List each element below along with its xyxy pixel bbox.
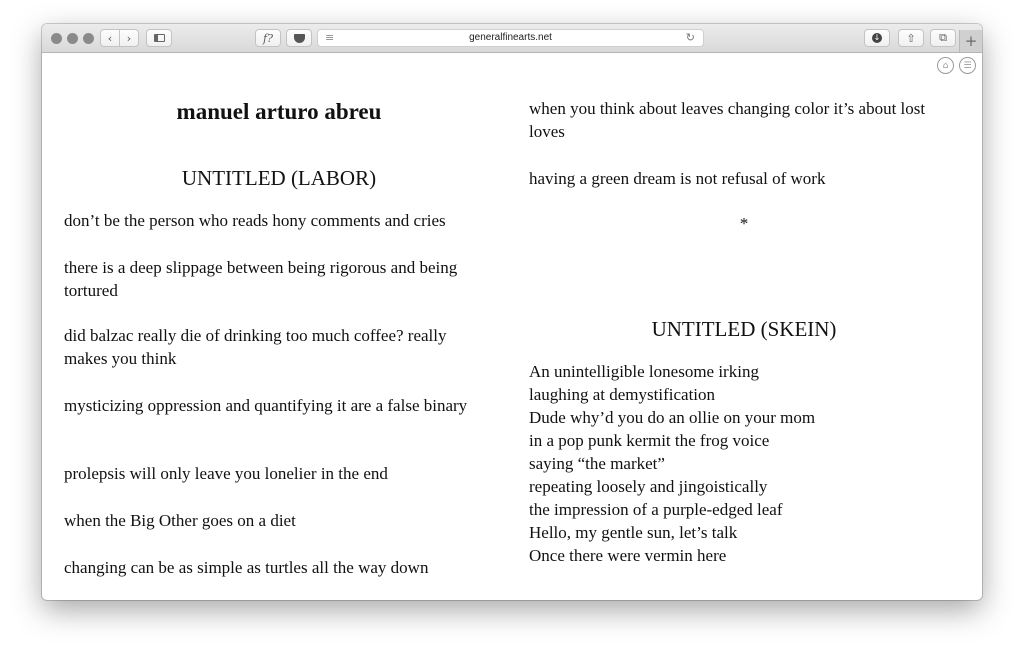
tabs-icon: ⧉ bbox=[939, 31, 947, 44]
plus-icon: + bbox=[964, 32, 978, 50]
menu-list-icon[interactable]: ☰ bbox=[959, 57, 976, 74]
poem-paragraph: having a green dream is not refusal of work bbox=[529, 169, 826, 188]
poem-paragraph: mysticizing oppression and quantifying it are a false binary bbox=[64, 396, 468, 415]
address-bar[interactable] bbox=[317, 29, 704, 47]
function-icon: f? bbox=[263, 31, 273, 45]
poem-title-skein: UNTITLED (SKEIN) bbox=[651, 317, 837, 341]
extension-function-button[interactable] bbox=[255, 29, 281, 47]
share-button[interactable] bbox=[898, 29, 924, 47]
address-url: generalfinearts.net bbox=[469, 32, 552, 43]
tabs-overview-button[interactable] bbox=[930, 29, 956, 47]
pocket-button[interactable] bbox=[286, 29, 312, 47]
reload-icon[interactable]: ↻ bbox=[685, 31, 695, 44]
poem-paragraph: there is a deep slippage between being rigorous and being tortured bbox=[64, 258, 458, 300]
downloads-button[interactable] bbox=[864, 29, 890, 47]
poem-line: laughing at demystification bbox=[529, 385, 716, 404]
poem-line: An unintelligible lonesome irking bbox=[529, 362, 759, 381]
sidebar-icon bbox=[154, 34, 165, 42]
chevron-right-icon: › bbox=[126, 31, 132, 45]
chevron-left-icon: ‹ bbox=[107, 31, 113, 45]
back-button[interactable] bbox=[100, 29, 120, 47]
pocket-icon bbox=[294, 34, 305, 43]
poem-line: Once there were vermin here bbox=[529, 546, 727, 565]
poem-paragraph: when you think about leaves changing color it’s about lost loves bbox=[529, 99, 926, 141]
close-window-button[interactable] bbox=[51, 33, 62, 44]
zoom-window-button[interactable] bbox=[83, 33, 94, 44]
author-name: manuel arturo abreu bbox=[176, 99, 382, 124]
browser-window bbox=[42, 24, 982, 600]
reader-view-icon[interactable]: ≡ bbox=[325, 31, 335, 44]
poem-line: the impression of a purple-edged leaf bbox=[529, 500, 783, 519]
share-icon: ⇧ bbox=[906, 31, 916, 45]
poem-line: in a pop punk kermit the frog voice bbox=[529, 431, 770, 450]
browser-toolbar bbox=[42, 24, 982, 53]
poem-title-labor: UNTITLED (LABOR) bbox=[181, 166, 377, 190]
forward-button[interactable] bbox=[119, 29, 139, 47]
poem-lines bbox=[529, 360, 959, 567]
section-separator: * bbox=[739, 214, 749, 233]
sidebar-button[interactable] bbox=[146, 29, 172, 47]
download-icon: ↓ bbox=[873, 33, 881, 42]
poem-line: Dude why’d you do an ollie on your mom bbox=[529, 408, 816, 427]
poem-paragraph: when the Big Other goes on a diet bbox=[64, 511, 296, 530]
home-icon[interactable]: ⌂ bbox=[937, 57, 954, 74]
poem-line: saying “the market” bbox=[529, 454, 665, 473]
poem-line: Hello, my gentle sun, let’s talk bbox=[529, 523, 738, 542]
poem-line: repeating loosely and jingoistically bbox=[529, 477, 768, 496]
poem-paragraph: changing can be as simple as turtles all the way down bbox=[64, 558, 429, 577]
new-tab-button[interactable] bbox=[959, 30, 982, 52]
poem-paragraph: did balzac really die of drinking too much coffee? really makes you think bbox=[64, 326, 447, 368]
poem-paragraph: don’t be the person who reads hony comments and cries bbox=[64, 211, 446, 230]
poem-paragraph: prolepsis will only leave you lonelier in the end bbox=[64, 464, 388, 483]
minimize-window-button[interactable] bbox=[67, 33, 78, 44]
